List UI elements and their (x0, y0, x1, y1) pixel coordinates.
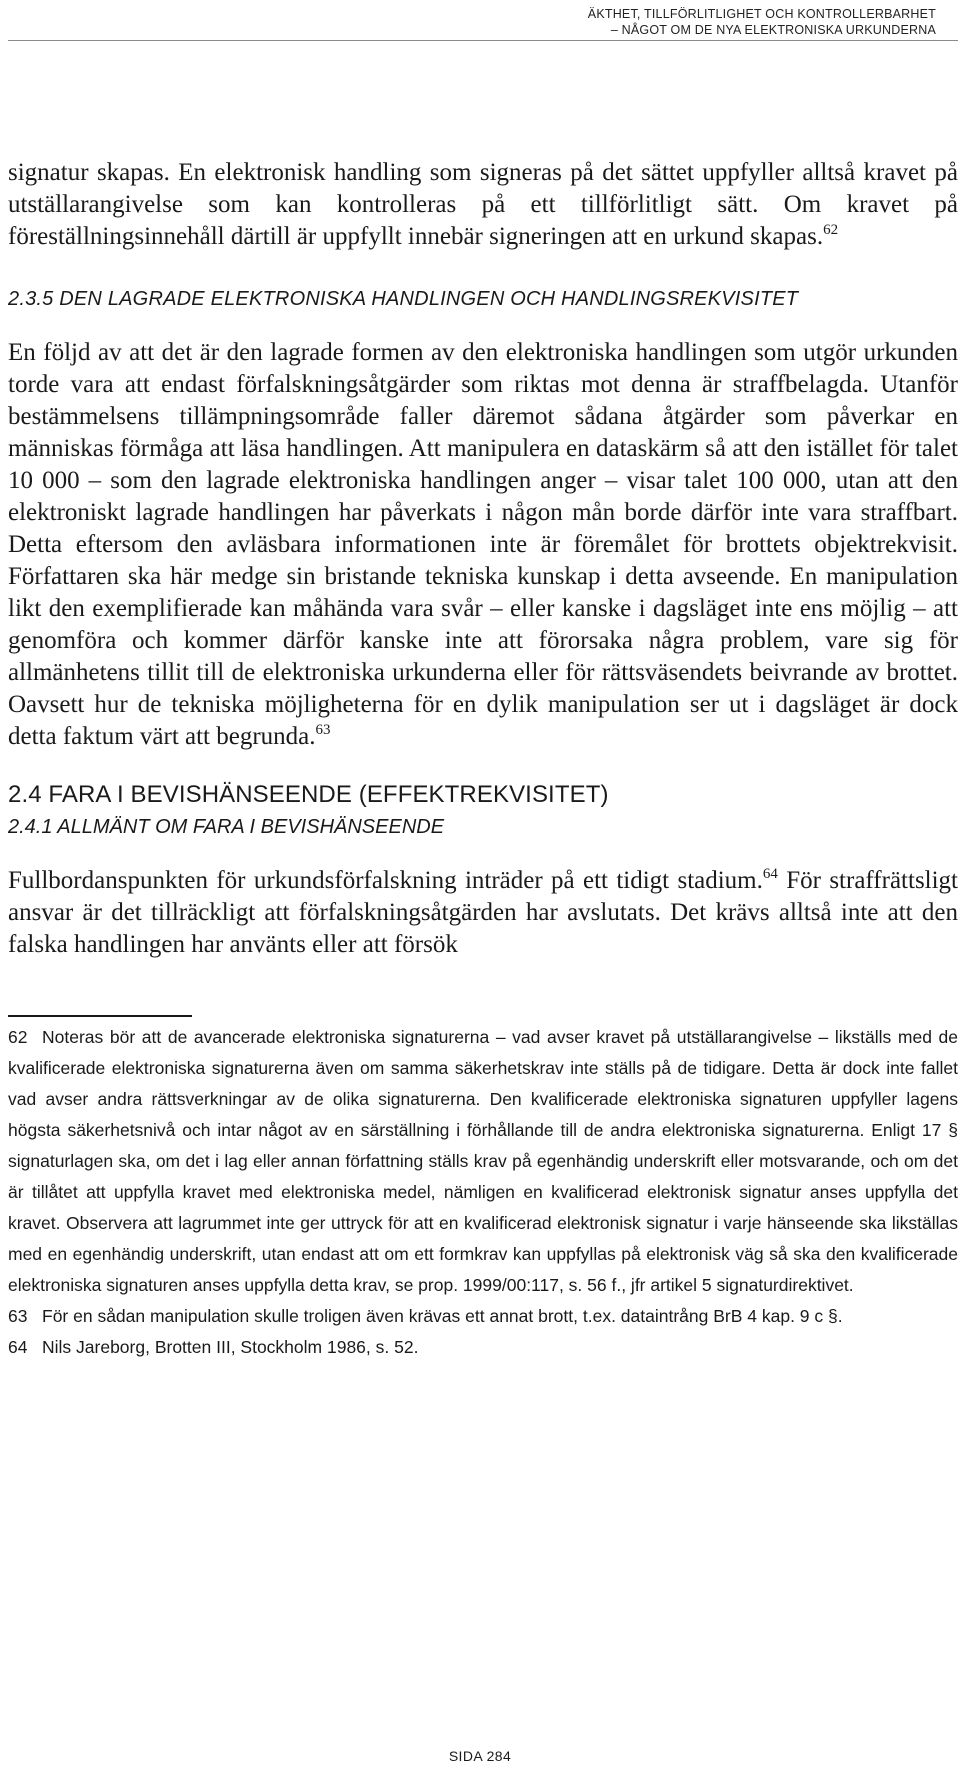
page-number: SIDA 284 (448, 1748, 512, 1764)
section-2-4-1-text-b: För straffrättsligt ansvar är det tillräckligt att förfalskningsåtgärden har avslutats. Det krävs alltså inte att den falska handlingen har använts eller att försök (8, 867, 959, 958)
section-heading-2-4-1: 2.4.1 ALLMÄNT OM FARA I BEVISHÄNSEENDE (8, 816, 445, 838)
section-2-4-1-text-a: Fullbordanspunkten för urkundsförfalskning inträder på ett tidigt stadium. (8, 867, 763, 894)
section-heading-2-4: 2.4 FARA I BEVISHÄNSEENDE (EFFEKTREKVISITET) (8, 781, 609, 808)
footnote-62 (8, 1022, 958, 1301)
footnote-text: Noteras bör att de avancerade elektroniska signaturerna – vad avser kravet på utställarangivelse – likställs med de kvalificerade elektroniska signaturerna även om samma säkerhetskrav inte ställs på de tidigare. Detta är dock inte fallet vad avser andra rättsverkningar av de olika signaturerna. Den kvalificerade elektroniska signaturen uppfyller lagens högsta säkerhetsnivå och intar något av en särställning i förhållande till de andra elektroniska signaturerna. Enligt 17 § signaturlagen ska, om det i lag eller annan författning ställs krav på egenhändig underskrift eller motsvarande, och om det är tillåtet att uppfylla kravet med elektroniska medel, nämligen en kvalificerad elektronisk signatur anses uppfylla det kravet. Observera att lagrummet inte ger uttryck för att en kvalificerad elektronisk signatur i varje hänseende ska likställas med en egenhändig underskrift, utan endast att om ett formkrav kan uppfyllas på elektronisk väg så ska den kvalificerade elektroniska signaturen anses uppfylla detta krav, se prop. 1999/00:117, s. 56 f., jfr artikel 5 signaturdirektivet. (8, 1027, 958, 1295)
footnote-number: 62 (8, 1027, 28, 1047)
footnote-ref-63[interactable]: 63 (315, 722, 331, 738)
footnote-number: 63 (8, 1306, 28, 1326)
footnote-64 (8, 1332, 958, 1363)
body-text (8, 157, 958, 986)
running-header-line-2: – NÅGOT OM DE NYA ELEKTRONISKA URKUNDERNA (610, 23, 936, 37)
footnote-63 (8, 1301, 958, 1332)
running-header (516, 6, 936, 38)
section-heading-2-3-5: 2.3.5 DEN LAGRADE ELEKTRONISKA HANDLINGEN OCH HANDLINGSREKVISITET (8, 288, 799, 310)
footnote-ref-62[interactable]: 62 (823, 222, 839, 238)
footnote-text: Nils Jareborg, Brotten III, Stockholm 1986, s. 52. (42, 1337, 419, 1357)
footnote-text: För en sådan manipulation skulle troligen även krävas ett annat brott, t.ex. dataintrång BrB 4 kap. 9 c §. (42, 1306, 843, 1326)
section-2-4-1-paragraph (8, 865, 958, 961)
running-header-line-1: ÄKTHET, TILLFÖRLITLIGHET OCH KONTROLLERBARHET (587, 7, 936, 21)
intro-text: signatur skapas. En elektronisk handling som signeras på det sättet uppfyller alltså kravet på utställarangivelse som kan kontrolleras på ett tillförlitligt sätt. Om kravet på föreställningsinnehåll därtill är uppfyllt innebär signeringen att en urkund skapas. (8, 159, 958, 250)
section-2-3-5-text: En följd av att det är den lagrade formen av den elektroniska handlingen som utgör urkunden torde vara att endast förfalskningsåtgärder som riktas mot denna är straffbelagda. Utanför bestämmelsens tillämpningsområde faller däremot sådana åtgärder som påverkar en människas förmåga att läsa handlingen. Att manipulera en dataskärm så att den istället för talet 10 000 – som den lagrade elektroniska handlingen anger – visar talet 100 000, utan att den elektroniskt lagrade handlingen har påverkats i någon mån borde därför inte vara straffbart. Detta eftersom den avläsbara informationen inte är föremålet för brottets objektrekvisit. Författaren ska här medge sin bristande tekniska kunskap i detta avseende. En manipulation likt den exemplifierade kan måhända vara svår – eller kanske i dagsläget inte ens möjlig – att genomföra och kommer därför kanske inte att förorsaka några problem, vare sig för allmänhetens tillit till de elektroniska urkunderna eller för rättsväsendets beivrande av brottet. Oavsett hur de tekniska möjligheterna för en dylik manipulation ser ut i dagsläget är dock detta faktum värt att begrunda. (8, 339, 958, 750)
footnote-divider (8, 1015, 192, 1017)
header-divider (8, 40, 958, 41)
footnote-number: 64 (8, 1337, 28, 1357)
intro-paragraph (8, 157, 958, 253)
section-2-3-5-paragraph (8, 337, 958, 753)
footnotes (8, 1022, 958, 1363)
footnote-ref-64[interactable]: 64 (762, 866, 778, 882)
